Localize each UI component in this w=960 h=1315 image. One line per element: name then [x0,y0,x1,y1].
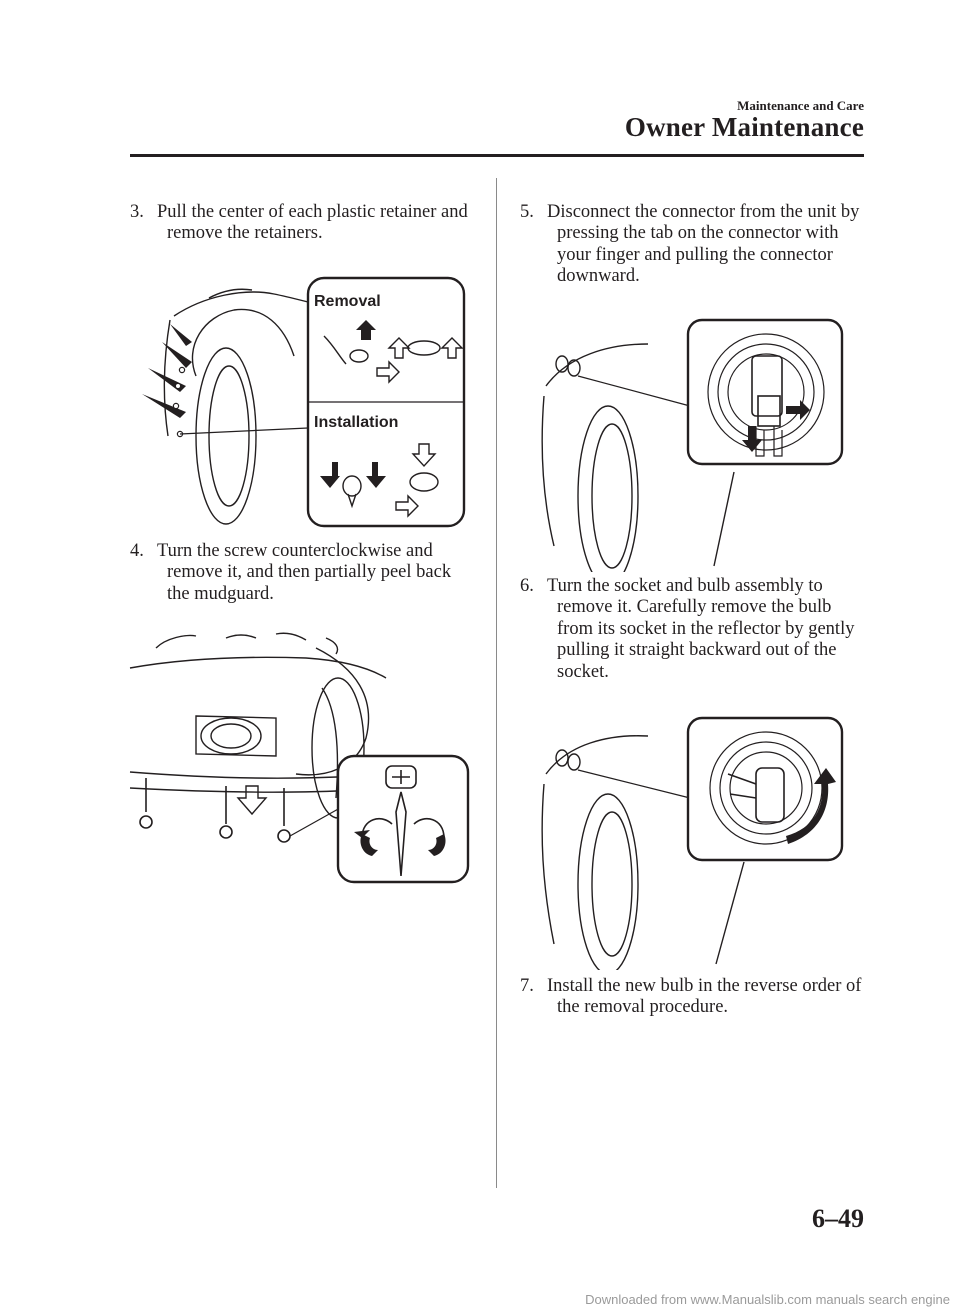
step-5 [520,202,865,288]
step-6 [520,576,865,683]
chapter-title: Owner Maintenance [624,112,864,142]
connector-figure [538,316,848,572]
column-divider [496,178,497,1188]
step-7 [520,976,865,1019]
section-title: Maintenance and Care [737,98,864,113]
step-number: 7. [520,976,534,996]
installation-label: Installation [314,414,399,431]
step-text: Disconnect the connector from the unit by pressing the tab on the connector with your finger and pulling the connector downward. [547,202,860,287]
retainer-figure [134,276,468,530]
header-rule [130,154,864,157]
step-number: 3. [130,202,144,222]
footer-watermark: Downloaded from www.Manualslib.com manuals search engine [585,1292,950,1307]
removal-label: Removal [314,293,381,310]
step-3 [130,202,470,245]
step-number: 6. [520,576,534,596]
page-number: 6–49 [812,1204,864,1233]
step-number: 5. [520,202,534,222]
step-text: Pull the center of each plastic retainer and remove the retainers. [157,202,468,244]
step-text: Turn the socket and bulb assembly to remove it. Carefully remove the bulb from its socket in the reflector by gently pulling it straight backward out of the socket. [547,576,855,682]
step-number: 4. [130,541,144,561]
step-4 [130,541,470,605]
step-text: Install the new bulb in the reverse order of the removal procedure. [547,976,862,1018]
step-text: Turn the screw counterclockwise and remove it, and then partially peel back the mudguard. [157,541,452,604]
mudguard-figure [126,628,472,888]
socket-figure [538,714,848,970]
